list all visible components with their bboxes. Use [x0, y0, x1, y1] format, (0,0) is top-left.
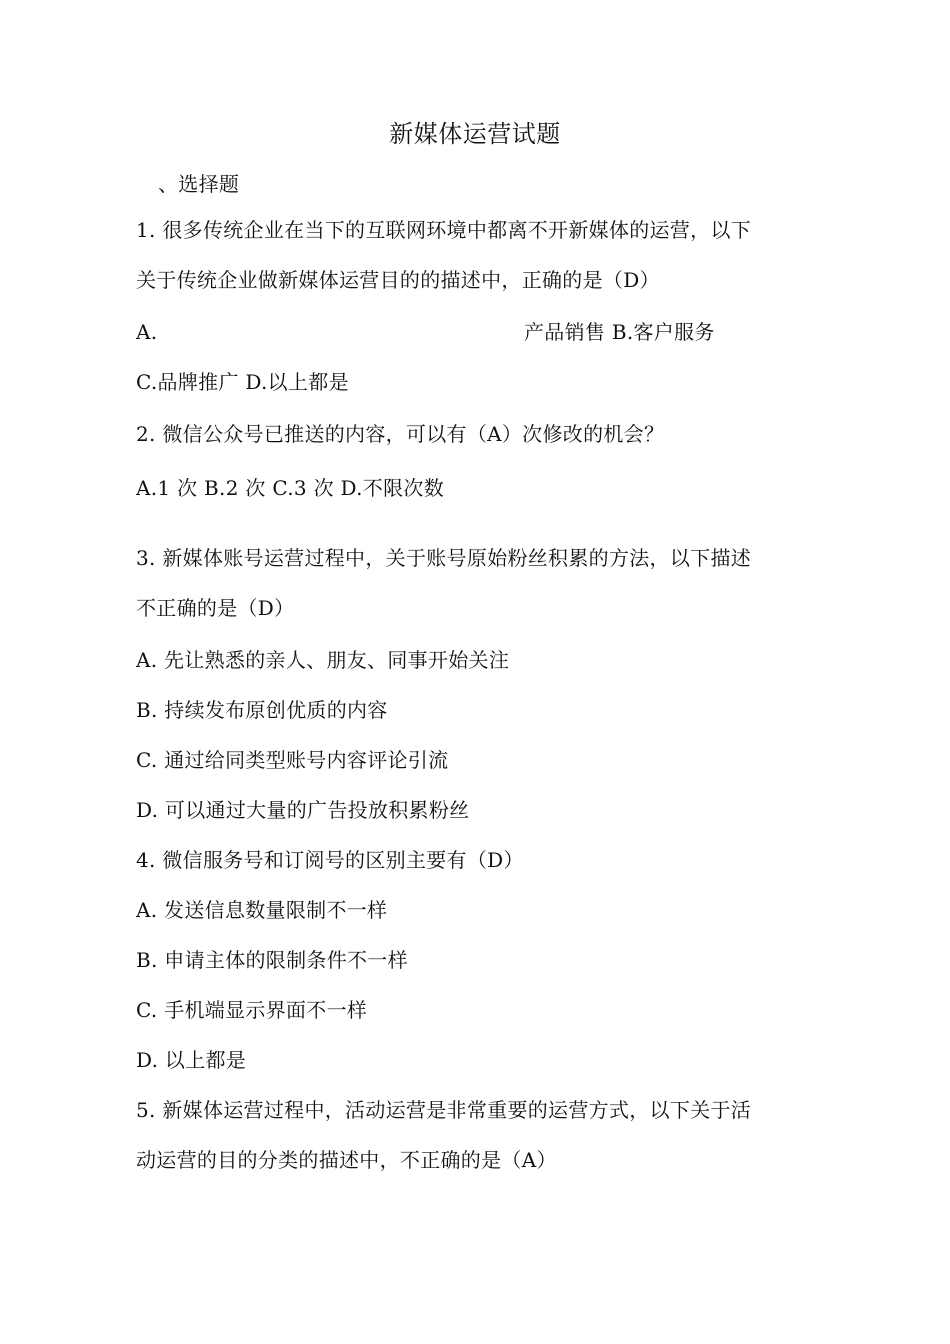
question-1-line-1: 1. 很多传统企业在当下的互联网环境中都离不开新媒体的运营，以下	[136, 218, 752, 242]
question-5-line-2: 动运营的目的分类的描述中，不正确的是（A）	[136, 1148, 557, 1172]
section-heading: 、选择题	[158, 172, 240, 196]
question-2-options: A.1 次 B.2 次 C.3 次 D.不限次数	[136, 476, 445, 500]
question-4-option-a: A. 发送信息数量限制不一样	[136, 898, 388, 922]
question-1-line-2: 关于传统企业做新媒体运营目的的描述中，正确的是（D）	[136, 268, 660, 292]
question-4-option-c: C. 手机端显示界面不一样	[136, 998, 368, 1022]
question-4-option-b: B. 申请主体的限制条件不一样	[136, 948, 408, 972]
question-3-line-2: 不正确的是（D）	[136, 596, 295, 620]
question-4-option-d: D. 以上都是	[136, 1048, 247, 1072]
question-3-option-a: A. 先让熟悉的亲人、朋友、同事开始关注	[136, 648, 510, 672]
question-1-option-a: A.	[136, 320, 158, 344]
question-3-option-c: C. 通过给同类型账号内容评论引流	[136, 748, 449, 772]
question-2-text: 2. 微信公众号已推送的内容，可以有（A）次修改的机会？	[136, 422, 665, 446]
document-title: 新媒体运营试题	[389, 120, 561, 148]
question-1-option-a-b: 产品销售 B.客户服务	[524, 320, 715, 344]
question-4-text: 4. 微信服务号和订阅号的区别主要有（D）	[136, 848, 524, 872]
question-3-option-b: B. 持续发布原创优质的内容	[136, 698, 388, 722]
question-1-options-cd: C.品牌推广 D.以上都是	[136, 370, 349, 394]
question-3-line-1: 3. 新媒体账号运营过程中，关于账号原始粉丝积累的方法，以下描述	[136, 546, 752, 570]
question-3-option-d: D. 可以通过大量的广告投放积累粉丝	[136, 798, 470, 822]
question-5-line-1: 5. 新媒体运营过程中，活动运营是非常重要的运营方式，以下关于活	[136, 1098, 752, 1122]
